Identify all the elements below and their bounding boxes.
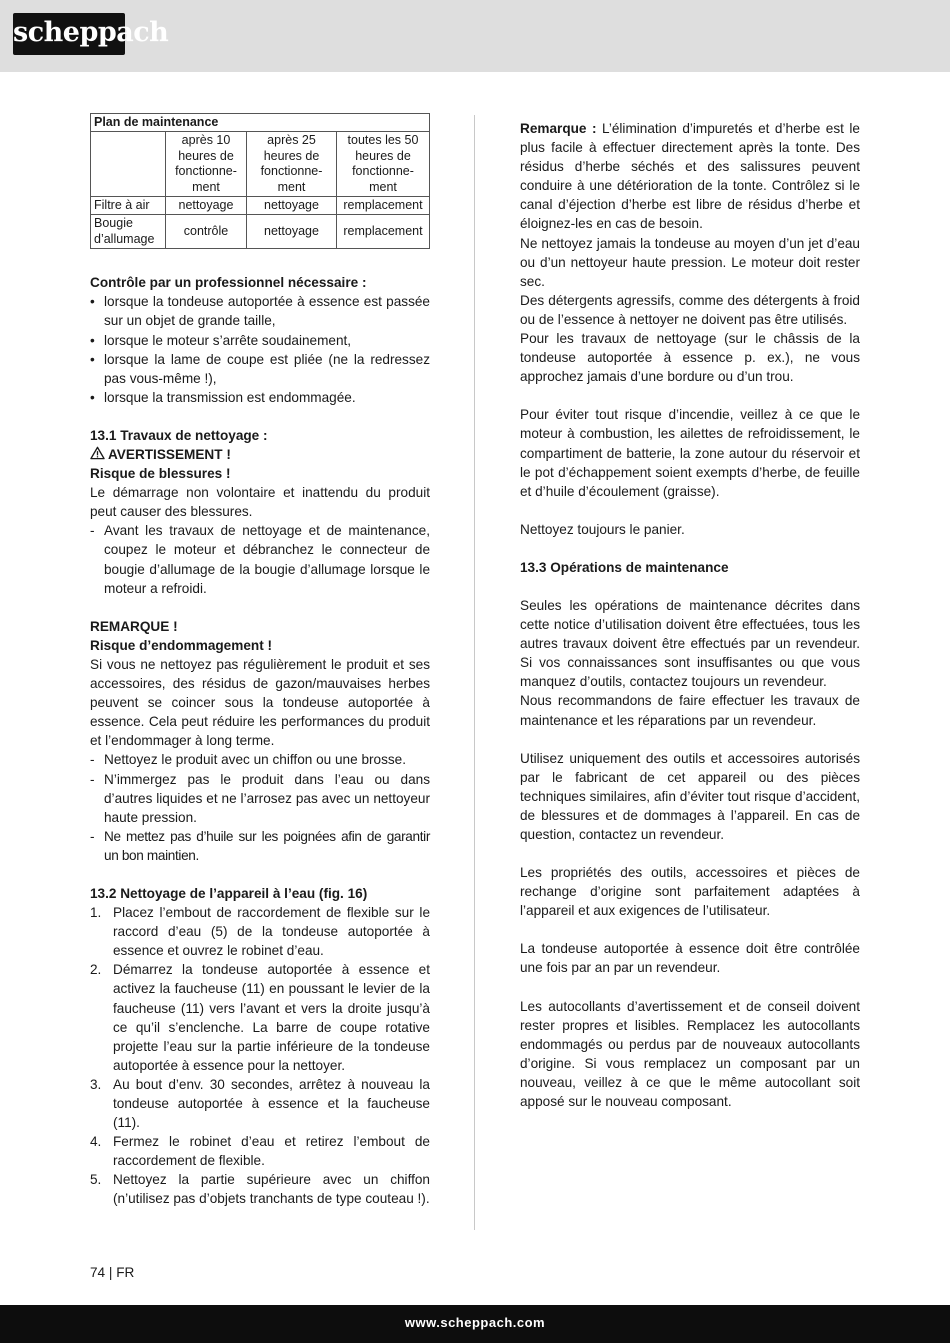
paragraph: Utilisez uniquement des outils et accessoires autorisés par le fabricant de cet appareil ou des pièces techniques similaires, afin d’éviter tout risque d’accident, de blessures et de dommages à l’appareil. En cas de question, contactez un revendeur. [520,750,860,842]
table-corner-cell [91,132,166,197]
paragraph: Nettoyez toujours le panier. [520,521,685,537]
list-item: - Nettoyez le produit avec un chiffon ou une brosse. [90,752,407,768]
table-row [91,197,430,215]
remark-paragraph: Remarque : L’élimination d’impuretés et d’herbe est le plus facile à effectuer directement après la tonte. Des résidus d’herbe séchés et des salissures peuvent conduire à une détérioration de la tonte. Contrôlez si le canal d’éjection d’herbe est libre de résidus d’herbe et éloignez-les en cas de besoin. [520,121,860,232]
table-header-row [91,132,430,197]
section-13-2-heading: 13.2 Nettoyage de l’appareil à l’eau (fig. 16) [90,885,368,901]
list-item: - Avant les travaux de nettoyage et de maintenance, coupez le moteur et débranchez le connecteur de bougie d’allumage de la bougie d’allumage lorsque le moteur a refroidi. [90,523,430,596]
table-header-cell: après 25 heures de fonctionne-ment [247,132,337,197]
control-list [90,292,430,407]
table-title: Plan de maintenance [91,114,430,132]
left-column [90,113,430,1209]
list-item: 2. Démarrez la tondeuse autoportée à essence et activez la faucheuse (11) en poussant le levier de la faucheuse (11) vers l’avant et vers la droite jusqu’à ce qu’il s’enclenche. La barre de coupe rotative projette l’eau sur la partie inférieure de la tondeuse autoportée à essence pour la nettoyer. [90,962,430,1073]
paragraph: Les propriétés des outils, accessoires et pièces de rechange d’origine sont parfaitement adaptées à l’appareil et aux exigences de l’utilisateur. [520,865,860,919]
section-13-3-heading: 13.3 Opérations de maintenance [520,559,729,575]
page-number: 74 | FR [90,1265,135,1280]
list-item: • lorsque la lame de coupe est pliée (ne la redressez pas vous-même !), [90,351,430,386]
damage-text: Si vous ne nettoyez pas régulièrement le produit et ses accessoires, des résidus de gazon/mauvaises herbes peuvent se coincer sous la tondeuse autoportée à essence. Cela peut réduire les performances du produit et l’endommager à long terme. [90,656,430,749]
paragraph: Ne nettoyez jamais la tondeuse au moyen d’un jet d’eau ou d’un nettoyeur haute pression. Le moteur doit rester sec. [520,235,860,289]
list-item: • lorsque la transmission est endommagée. [90,389,356,405]
section-13-1-heading: 13.1 Travaux de nettoyage : [90,427,268,443]
control-heading: Contrôle par un professionnel nécessaire : [90,275,367,291]
website-link[interactable]: www.scheppach.com [404,1315,546,1330]
injury-text: Le démarrage non volontaire et inattendu du produit peut causer des blessures. [90,485,430,520]
maintenance-table [90,113,430,249]
paragraph: Les autocollants d’avertissement et de conseil doivent rester propres et lisibles. Remplacez les autocollants endommagés ou perdus par de nouveaux autocollants d’origine. Si vous remplacez un composant par un nouveau, veillez à ce que le même autocollant soit apposé sur le nouveau composant. [520,998,860,1110]
remark-label: Remarque : [520,121,597,136]
table-row-label: Filtre à air [91,197,166,215]
paragraph: La tondeuse autoportée à essence doit être contrôlée une fois par an par un revendeur. [520,941,860,976]
column-divider [474,115,475,1230]
paragraph: Nous recommandons de faire effectuer les travaux de maintenance et les réparations par un revendeur. [520,693,860,728]
list-item: • lorsque la tondeuse autoportée à essence est passée sur un objet de grande taille, [90,294,430,329]
warning-triangle-icon [90,446,105,460]
right-column [520,119,860,1111]
list-item: - N’immergez pas le produit dans l’eau ou dans d’autres liquides et ne l’arrosez pas avec un nettoyeur haute pression. [90,771,430,825]
table-header-cell: après 10 heures de fonctionne-ment [166,132,247,197]
list-item: 5. Nettoyez la partie supérieure avec un chiffon (n’utilisez pas d’objets tranchants de type couteau !). [90,1172,430,1207]
table-row [91,215,430,249]
injury-risk-heading: Risque de blessures ! [90,466,231,482]
paragraph: Pour éviter tout risque d’incendie, veillez à ce que le moteur à combustion, les ailettes de refroidissement, le compartiment de batterie, la zone autour du réservoir et le pot d’échappement soient exempts d’herbe, de feuille et d’huile d’écoulement (graisse). [520,407,860,499]
table-header-cell: toutes les 50 heures de fonctionne-ment [337,132,430,197]
table-row-label: Bougie d’allumage [91,215,166,249]
list-item: 4. Fermez le robinet d’eau et retirez l’embout de raccordement de flexible. [90,1134,430,1169]
damage-risk-heading: Risque d’endommagement ! [90,637,273,653]
table-cell: nettoyage [166,197,247,215]
list-item: • lorsque le moteur s’arrête soudainement, [90,332,352,348]
paragraph: Seules les opérations de maintenance décrites dans cette notice d’utilisation doivent être effectuées, tous les autres travaux doivent être effectués par un revendeur. Si vos connaissances sont insuffisantes ou que vous manquez d’outils, contactez toujours un revendeur. [520,597,860,690]
table-cell: nettoyage [247,197,337,215]
damage-list [90,750,430,865]
warning-heading: AVERTISSEMENT ! [90,445,430,464]
table-cell: remplacement [337,197,430,215]
injury-list [90,521,430,597]
table-cell: contrôle [166,215,247,249]
footer-bar [0,1305,950,1343]
note-heading: REMARQUE ! [90,618,178,634]
brand-logo: scheppach [13,13,125,55]
list-item: - Ne mettez pas d’huile sur les poignées afin de garantir un bon maintien. [90,828,430,863]
table-cell: remplacement [337,215,430,249]
list-item: 3. Au bout d’env. 30 secondes, arrêtez à nouveau la tondeuse autoportée à essence et la faucheuse (11). [90,1076,430,1131]
table-cell: nettoyage [247,215,337,249]
paragraph: Des détergents agressifs, comme des détergents à froid ou de l’essence à nettoyer ne doivent pas être utilisés. [520,292,860,327]
paragraph: Pour les travaux de nettoyage (sur le châssis de la tondeuse autoportée à essence p. ex.), ne vous approchez jamais d’une bordure ou d’un trou. [520,331,860,385]
list-item: 1. Placez l’embout de raccordement de flexible sur le raccord d’eau (5) de la tondeuse autoportée à essence et ouvrez le robinet d’eau. [90,905,430,959]
cleaning-steps-list [90,903,430,1209]
header-bar [0,0,950,72]
